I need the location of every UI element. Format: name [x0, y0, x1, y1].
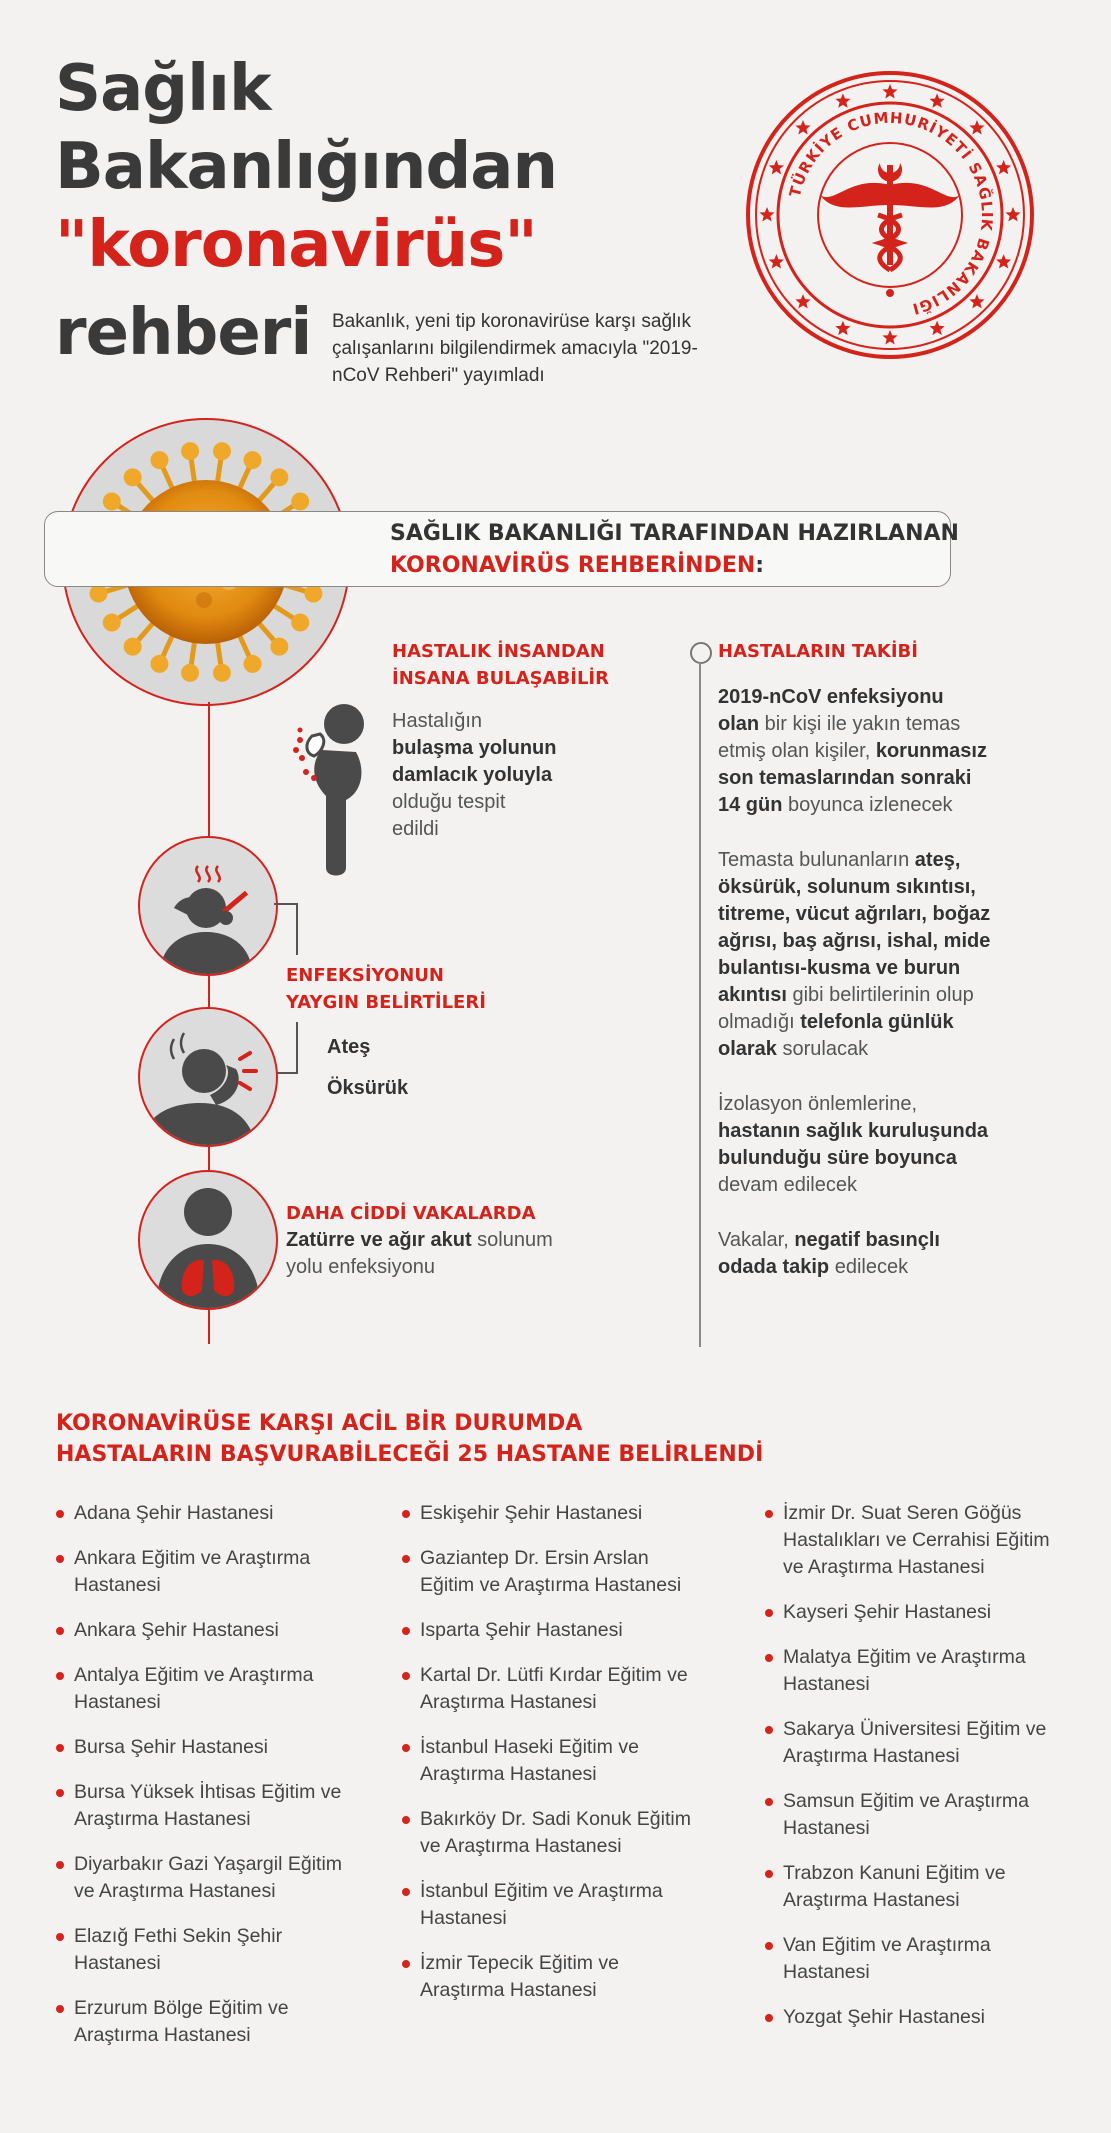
hospital-item: Eskişehir Şehir Hastanesi	[402, 1500, 702, 1527]
seal-star	[795, 294, 810, 308]
lungs-circle	[138, 1170, 278, 1310]
spread-text: Hastalığın bulaşma yolunun damlacık yoluyla olduğu tespit edildi	[392, 710, 557, 840]
seal-star	[882, 330, 897, 345]
hospital-item: Trabzon Kanuni Eğitim ve Araştırma Hastanesi	[765, 1860, 1065, 1914]
followup-marker	[690, 642, 712, 664]
serious-heading: DAHA CİDDİ VAKALARDA	[286, 1203, 536, 1224]
virus-spike-tip	[291, 492, 309, 510]
hospital-item: İzmir Tepecik Eğitim ve Araştırma Hastanesi	[402, 1950, 702, 2004]
hospital-item: Malatya Eğitim ve Araştırma Hastanesi	[765, 1644, 1065, 1698]
virus-spike-tip	[103, 614, 121, 632]
hospital-item: Bakırköy Dr. Sadi Konuk Eğitim ve Araştırma Hastanesi	[402, 1806, 702, 1860]
connector-1	[274, 903, 296, 905]
symptoms-heading: ENFEKSİYONUN YAYGIN BELİRTİLERİ	[286, 965, 486, 1013]
seal-star	[882, 84, 897, 99]
coughing-person-icon	[140, 1009, 276, 1145]
seal-star	[769, 254, 784, 268]
followup-p3: İzolasyon önlemlerine, hastanın sağlık kuruluşunda bulunduğu süre boyunca devam edilecek	[718, 1093, 989, 1196]
virus-spike-tip	[103, 492, 121, 510]
hospital-item: Yozgat Şehir Hastanesi	[765, 2004, 1065, 2031]
hospital-item: Van Eğitim ve Araştırma Hastanesi	[765, 1932, 1065, 1986]
connector-3	[296, 1022, 298, 1074]
seal-star	[930, 93, 945, 107]
seal-star	[996, 254, 1011, 268]
virus-spike-tip	[213, 442, 231, 460]
title-line-1: Sağlık	[55, 52, 271, 126]
hospital-item: Bursa Yüksek İhtisas Eğitim ve Araştırma Hastanesi	[56, 1779, 356, 1833]
virus-spike-tip	[124, 468, 142, 486]
hospital-item: Elazığ Fethi Sekin Şehir Hastanesi	[56, 1923, 356, 1977]
virus-spike-tip	[213, 664, 231, 682]
hospital-item: Kayseri Şehir Hastanesi	[765, 1599, 1065, 1626]
seal-star	[795, 120, 810, 135]
virus-spike-tip	[90, 585, 108, 603]
hospital-item: Isparta Şehir Hastanesi	[402, 1617, 702, 1644]
hospital-item: Kartal Dr. Lütfi Kırdar Eğitim ve Araştırma Hastanesi	[402, 1662, 702, 1716]
seal-star	[930, 321, 945, 336]
virus-spike-tip	[181, 664, 199, 682]
seal-star	[969, 120, 984, 135]
intro-text: Bakanlık, yeni tip koronavirüse karşı sağlık çalışanlarını bilgilendirmek amacıyla "2019-nCoV Rehberi" yayımladı	[332, 311, 698, 386]
seal-star	[996, 160, 1011, 175]
virus-spike-tip	[181, 442, 199, 460]
hospital-item: İzmir Dr. Suat Seren Göğüs Hastalıkları ve Cerrahisi Eğitim ve Araştırma Hastanesi	[765, 1500, 1065, 1581]
hospital-column-3	[765, 1500, 1065, 2049]
hospital-item: İstanbul Haseki Eğitim ve Araştırma Hastanesi	[402, 1734, 702, 1788]
virus-spike-tip	[124, 638, 142, 656]
title-line-4: rehberi	[55, 296, 312, 370]
fever-circle	[138, 836, 278, 976]
hospital-item: Ankara Eğitim ve Araştırma Hastanesi	[56, 1545, 356, 1599]
hospital-item: Bursa Şehir Hastanesi	[56, 1734, 356, 1761]
hospital-item: Samsun Eğitim ve Araştırma Hastanesi	[765, 1788, 1065, 1842]
virus-spike-tip	[150, 451, 168, 469]
seal-star	[835, 93, 850, 107]
title-line-3: "koronavirüs"	[55, 208, 537, 282]
hospital-item: İstanbul Eğitim ve Araştırma Hastanesi	[402, 1878, 702, 1932]
hospital-item: Antalya Eğitim ve Araştırma Hastanesi	[56, 1662, 356, 1716]
fever-thermometer-icon	[140, 838, 276, 974]
followup-p4: Vakalar, negatif basınçlı odada takip edilecek	[718, 1229, 940, 1278]
virus-spike-tip	[244, 655, 262, 673]
connector-2	[296, 903, 298, 955]
seal-star	[759, 207, 774, 222]
hospital-column-1	[56, 1500, 356, 2067]
sneezing-person-icon	[292, 700, 372, 880]
hospitals-title: KORONAVİRÜSE KARŞI ACİL BİR DURUMDA HASTALARIN BAŞVURABİLECEĞİ 25 HASTANE BELİRLENDİ	[56, 1411, 764, 1467]
followup-heading: HASTALARIN TAKİBİ	[718, 641, 918, 662]
virus-spike-tip	[291, 614, 309, 632]
hospital-item: Gaziantep Dr. Ersin Arslan Eğitim ve Araştırma Hastanesi	[402, 1545, 702, 1599]
spread-heading: HASTALIK İNSANDAN İNSANA BULAŞABİLİR	[392, 641, 609, 689]
seal-star	[969, 294, 984, 308]
ministry-seal-icon	[740, 65, 1040, 365]
banner-colon: :	[755, 553, 765, 578]
seal-star	[769, 160, 784, 175]
seal-star	[1005, 207, 1020, 222]
cough-circle	[138, 1007, 278, 1147]
hospital-column-2	[402, 1500, 702, 2022]
hospital-item: Erzurum Bölge Eğitim ve Araştırma Hastanesi	[56, 1995, 356, 2049]
virus-spike-tip	[270, 638, 288, 656]
symptom-fever: Ateş	[327, 1036, 371, 1058]
serious-text: Zatürre ve ağır akut solunum yolu enfeksiyonu	[286, 1229, 553, 1278]
virus-spike-tip	[270, 468, 288, 486]
hospital-item: Ankara Şehir Hastanesi	[56, 1617, 356, 1644]
followup-p1: 2019-nCoV enfeksiyonu olan bir kişi ile yakın temas etmiş olan kişiler, korunmasız son temaslarından sonraki 14 gün boyunca izlenecek	[718, 686, 987, 816]
hospital-item: Adana Şehir Hastanesi	[56, 1500, 356, 1527]
followup-p2: Temasta bulunanların ateş, öksürük, solunum sıkıntısı, titreme, vücut ağrıları, boğaz ağrısı, baş ağrısı, ishal, mide bulantısı-kusma ve burun akıntısı gibi belirtilerinin olup olmadığı telefonla günlük olarak sorulacak	[718, 849, 991, 1060]
title-line-2: Bakanlığından	[55, 130, 558, 204]
followup-line	[699, 662, 701, 1347]
virus-spike-tip	[150, 655, 168, 673]
hospital-item: Diyarbakır Gazi Yaşargil Eğitim ve Araştırma Hastanesi	[56, 1851, 356, 1905]
virus-spike-tip	[244, 451, 262, 469]
symptom-cough: Öksürük	[327, 1077, 409, 1099]
banner-line-2: KORONAVİRÜS REHBERİNDEN	[390, 553, 756, 578]
seal-text: TÜRKİYE CUMHURİYETİ SAĞLIK BAKANLIĞI	[785, 108, 997, 319]
banner-line-1: SAĞLIK BAKANLIĞI TARAFINDAN HAZIRLANAN	[390, 521, 959, 546]
seal-star	[835, 321, 850, 336]
virus-spike-tip	[304, 585, 322, 603]
hospital-item: Sakarya Üniversitesi Eğitim ve Araştırma Hastanesi	[765, 1716, 1065, 1770]
lungs-icon	[140, 1172, 276, 1308]
banner-text	[390, 518, 959, 582]
